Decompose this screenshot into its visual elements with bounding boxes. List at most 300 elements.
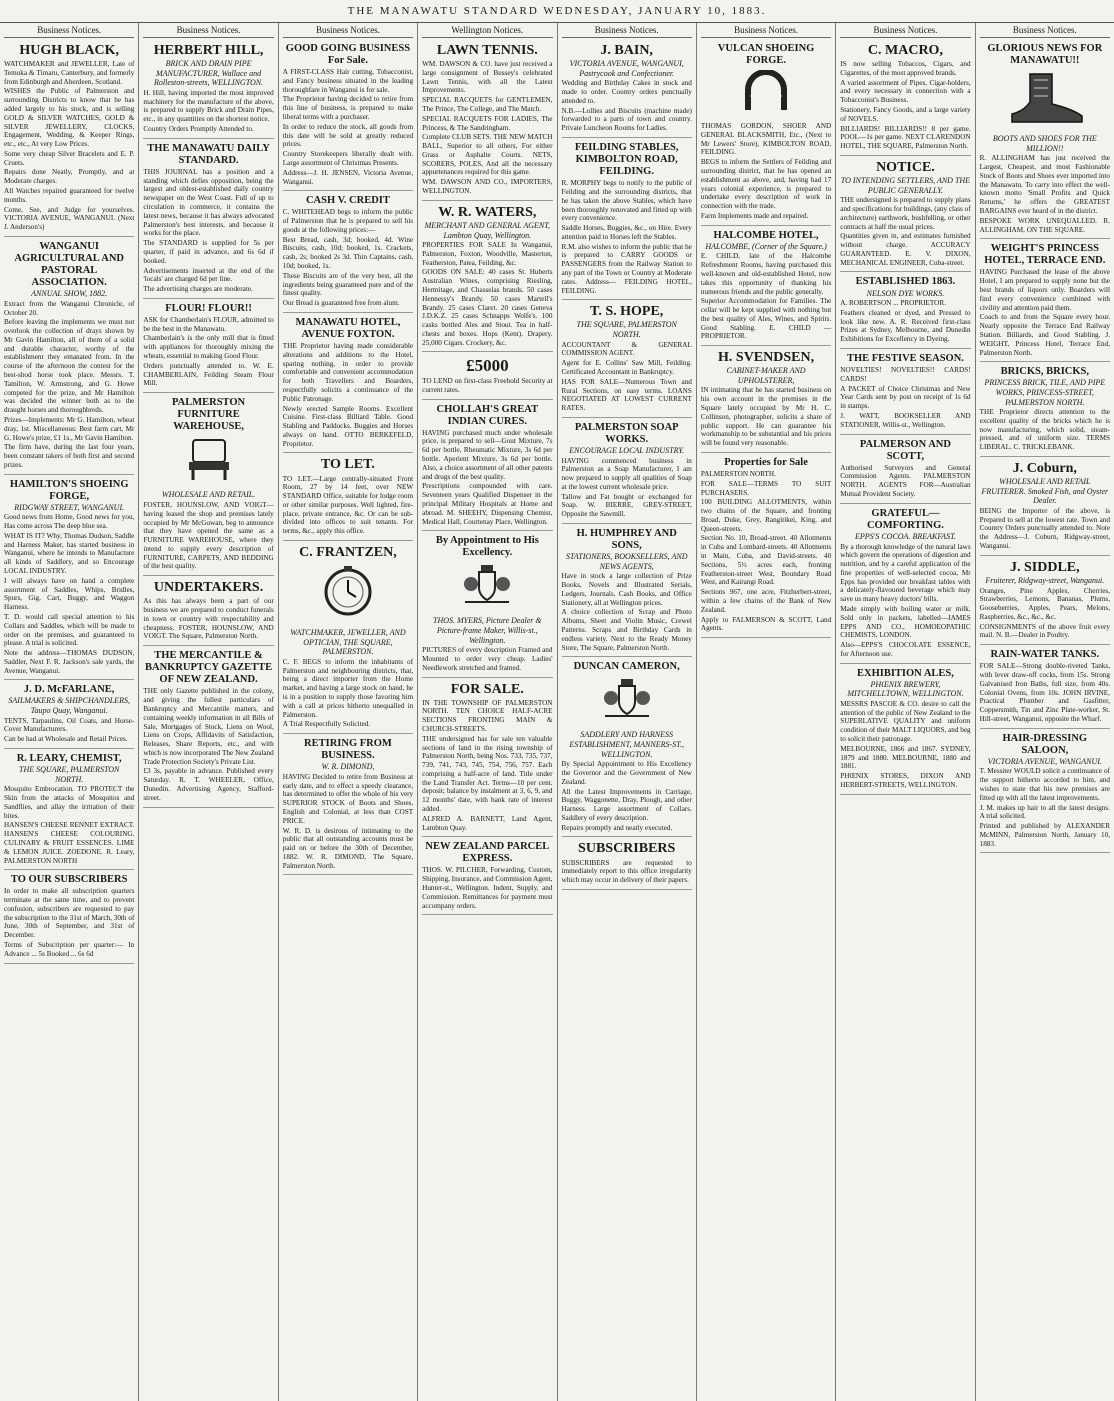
- ad-title: THE FESTIVE SEASON.: [846, 353, 964, 364]
- ad-paragraph: HANSEN'S CHEESE RENNET EXTRACT. HANSEN'S CHEESE COLOURING. CULINARY & FRUIT ESSENCES. LIME & LEMON JUICE. ZOEDONE. R. Leary, PALMERSTON NORTH: [4, 821, 135, 865]
- ad-title: HUGH BLACK,: [19, 43, 119, 58]
- crest-illustration: [422, 562, 552, 613]
- ad-paragraph: TO LET.—Large centrally-situated Front Room, 27 by 14 feet, over NEW STANDARD Office, suitable for lodge room or other similar purposes. Well lighted, fire-place, private entrance, &c. Or can be sub-divided into offices to suit tenants. For terms, &c., apply this office.: [282, 474, 414, 536]
- ad-body: [283, 68, 413, 186]
- ad-body: [701, 470, 831, 633]
- advertisement: [840, 274, 970, 349]
- ad-title: Properties for Sale: [724, 456, 808, 468]
- column-header: Business Notices.: [701, 23, 831, 38]
- ad-body: [422, 241, 552, 347]
- column-header: Business Notices.: [143, 23, 273, 38]
- ad-paragraph: By a thorough knowledge of the natural laws which govern the operations of digestion and nutrition, and by a careful application of the fine properties of well-selected cocoa, Mr Epps has provided our breakfast tables with a delicately-flavoured beverage which may save us many heavy doctors' bills.: [840, 542, 971, 604]
- advertisement: [422, 41, 552, 201]
- ad-paragraph: The firm have, during the last four years, been constant takers of both first and second prizes.: [4, 443, 135, 469]
- ad-body: [422, 866, 552, 910]
- ad-subtitle: ENCOURAGE LOCAL INDUSTRY.: [569, 445, 685, 455]
- ad-body: [143, 687, 273, 802]
- advertisement: [143, 141, 273, 299]
- advertisement: [283, 455, 413, 541]
- advertisement: [840, 666, 970, 795]
- ad-paragraph: T. Messiter WOULD solicit a continuance of the support hitherto accorded to him, and wishes to state that his new premises are fitted up with all the latest improvements.: [979, 767, 1110, 802]
- ad-paragraph: Have in stock a large collection of Prize Books, Novels and Illustrated Serials, Ledgers, Journals, Cash Books, and Office Stationery, all at Wellington prices.: [561, 572, 692, 607]
- ad-paragraph: PICTURES of every description Framed and Mounted to order very cheap. Ladies' Needlework stretched and framed.: [422, 646, 553, 672]
- ad-body: [283, 773, 413, 871]
- ad-title: GOOD GOING BUSINESS For Sale.: [285, 43, 411, 67]
- ad-title: FLOUR! FLOUR!!: [165, 302, 252, 314]
- ad-paragraph: R.M. also wishes to inform the public that he is prepared to CARRY GOODS or PASSENGERS from the Railway Station to any part of the Town or Country at Moderate rates. Address— FEILDING HOTEL, FEILDING.: [561, 242, 692, 295]
- advertisement: [422, 839, 552, 915]
- ad-paragraph: THOS. W. PILCHER, Forwarding, Custom, Shipping, Insurance, and Commission Agent, Hunter-st., Wellington. Indent, Supply, and Commission. Remittances for payment must accompany orders.: [422, 866, 553, 910]
- column-7: [836, 23, 975, 1401]
- advertisement: [143, 41, 273, 139]
- ad-body: [840, 196, 970, 267]
- ad-paragraph: Oranges, Pine Apples, Cherries, Strawberries, Lemons, Bananas, Plums, Gooseberries, Apples, Pears, Melons, Raspberries, &c., &c., &c.: [979, 586, 1110, 621]
- ad-body: [4, 60, 134, 232]
- ad-paragraph: As this has always been a part of our business we are prepared to conduct funerals in town or country with respectability and cheapness. FOSTER, HOUNSLOW, AND VOIGT. The Square, Palmerston North.: [143, 597, 274, 641]
- ad-paragraph: Authorised Surveyors and General Commission Agents. PALMERSTON NORTH. AGENTS FOR—Australian Mutual Provident Society.: [840, 463, 971, 498]
- ad-paragraph: Apply to FALMERSON & SCOTT, Land Agents.: [700, 615, 832, 633]
- advertisement: [4, 41, 134, 237]
- ad-body: [562, 457, 692, 519]
- column-5: [558, 23, 697, 1401]
- ad-paragraph: J. WATT, BOOKSELLER AND STATIONER, Willis-st., Wellington.: [840, 411, 971, 429]
- ad-title: DUNCAN CAMERON,: [573, 661, 680, 673]
- ad-title: C. FRANTZEN,: [299, 545, 397, 560]
- ad-title: PALMERSTON SOAP WORKS.: [574, 421, 679, 445]
- advertisement: [840, 351, 970, 435]
- ad-paragraph: Country Orders Promptly Attended to.: [143, 125, 254, 133]
- advertisement: [701, 455, 831, 638]
- ad-body: [562, 760, 692, 832]
- ad-paragraph: Made simply with boiling water or milk. Sold only in packets, labelled—JAMES EPPS AND CO., HOMOEOPATHIC CHEMISTS, LONDON.: [840, 604, 971, 640]
- ad-subtitle: TO INTENDING SETTLERS, AND THE PUBLIC GENERALLY.: [840, 176, 971, 195]
- ad-subtitle: MERCHANT AND GENERAL AGENT, Lambton Quay, Wellington.: [424, 220, 551, 240]
- advertisement: [980, 364, 1110, 457]
- ad-title: PALMERSON AND SCOTT,: [859, 438, 951, 462]
- ad-subtitle: THE SQUARE, PALMERSTON NORTH.: [576, 320, 677, 339]
- ad-paragraph: THE Proprietor directs attention to the excellent quality of the bricks which he is now manufacturing, which solid, steam-pressed, and of uniform size. TERMS LIBERAL. C. TRICKLEBANK.: [979, 408, 1110, 452]
- advertisement: [422, 402, 552, 532]
- boot-illustration: [980, 70, 1110, 131]
- ad-paragraph: £3 3s, payable in advance. Published every Saturday. R. T. WHEELER, Office, Dunedin. Advertising Agency, Stafford-street.: [143, 767, 274, 802]
- ad-subtitle: THOS. MYERS, Picture Dealer & Picture-frame Maker, Willis-st., Wellington.: [433, 616, 542, 645]
- ad-paragraph: Mosquito Embrocation. TO PROTECT the Skin from the attacks of Mosquitos and Sandflies, and allay the irritation of their bites.: [4, 785, 135, 820]
- ad-body: [980, 507, 1110, 551]
- ad-paragraph: R. ALLINGHAM has just received the Largest, Cheapest, and most Fashionable Stock of Boots and Shoes ever imported into the Manawatu. To carry into effect the well-known motto 'Small Profits and Quick Returns,' he offers the GREATEST BARGAINS ever heard of in the district.: [979, 154, 1110, 215]
- ad-body: [562, 341, 692, 413]
- furniture-illustration: [143, 436, 273, 487]
- ad-paragraph: BEING the Importer of the above, is Prepared to sell at the lowest rate. Town and Country Orders punctually attended to. Note the Address—J. Coburn, Ridgway-street, Wanganui.: [979, 506, 1110, 551]
- ad-body: [840, 60, 970, 151]
- ad-paragraph: WISHES the Public of Palmerston and surrounding Districts to know that he has added largely to his stock, and is selling GOLD & SILVER WATCHES, GOLD & SILVER JEWELLERY, CLOCKS, Engagement, Wedding, & Keeper Rings, etc., etc., At very Low Prices.: [4, 87, 135, 149]
- ad-subtitle: CABINET-MAKER AND UPHOLSTERER,: [726, 366, 806, 385]
- ad-paragraph: The STANDARD is supplied for 5s per quarter, if paid in advance, and 6s 6d if booked.: [143, 239, 274, 265]
- ad-paragraph: I will always have on hand a complete assortment of Saddles, Whips, Bridles, Spurs, Gig, Cart, Buggy, and Waggon Harness.: [4, 576, 135, 612]
- ad-paragraph: Repairs promptly and neatly executed.: [561, 823, 673, 832]
- ad-title: THE MANAWATU DAILY STANDARD.: [147, 142, 270, 166]
- ad-paragraph: A FIRST-CLASS Hair cutting, Tobacconist, and Fancy business situated in the leading thoroughfare in Wanganui is for sale.: [282, 68, 414, 94]
- ad-title: WEIGHT'S PRINCESS HOTEL, TERRACE END.: [984, 243, 1106, 267]
- ad-title: MANAWATU HOTEL, AVENUE FOXTON.: [295, 316, 401, 340]
- ad-paragraph: FOR SALE—Strong double-riveted Tanks, with lever draw-off cocks, from 15s. Strong Galvanised Iron Baths, full size, from 40s. Colonial Ovens, from 10s. JOHN IRVINE, Practical Plumber and Gasfitter, Coppersmith, Tin and Zinc Plate-worker, St. Hill-street, Wanganui, opposite the Wharf.: [979, 662, 1110, 723]
- ad-paragraph: Some very cheap Silver Bracelets and E. P. Cruets.: [4, 149, 135, 167]
- ad-paragraph: HAS FOR SALE—Numerous Town and Rural Sections, on easy terms. LOANS NEGOTIATED AT LOWEST CURRENT RATES.: [561, 377, 692, 413]
- ad-paragraph: BESPOKE WORK UNEQUALLED. R. ALLINGHAM, ON THE SQUARE.: [979, 216, 1110, 234]
- ad-body: [562, 179, 692, 295]
- ad-body: [143, 316, 273, 388]
- ad-subtitle: BRICK AND DRAIN PIPE MANUFACTURER, Wallace and Rolleston-streets, WELLINGTON.: [154, 59, 264, 88]
- ad-body: [701, 386, 831, 447]
- ad-title: HAMILTON'S SHOEING FORGE,: [9, 478, 129, 502]
- ad-paragraph: CONSIGNMENTS of the above fruit every mail. N. B.—Dealer in Poultry.: [979, 622, 1110, 640]
- advertisement: [980, 41, 1110, 239]
- ad-paragraph: Before leaving the implements we must not overlook the collection of drays shown by Mr Gavin Hamilton, all of them of a solid and durable character, worthy of the establishment they emanated from. In the course of the afternoon the contest for the best-shod horse took place. Messrs. T. Tamilton, W. Armstrong, and G. Howe competed for the prize, and Mr Hamilton was decided the winner both as to the draught horses and thoroughbreds.: [4, 318, 135, 415]
- ad-paragraph: W. R. D. is desirous of intimating to the public that all outstanding accounts must be paid on or before the 30th of December, 1882. W. R. DIMOND, The Square, Palmerston North.: [282, 826, 414, 870]
- advertisement: [562, 140, 692, 300]
- ad-body: [422, 60, 552, 196]
- ad-paragraph: SPECIAL RACQUETS FOR LADIES, The Princess, & The Sandringham.: [422, 114, 553, 132]
- column-header: Business Notices.: [562, 23, 692, 38]
- ad-subtitle: Fruiterer, Ridgway-street, Wanganui.: [985, 575, 1105, 585]
- ad-paragraph: FOR SALE—TERMS TO SUIT PURCHASERS.: [700, 479, 832, 497]
- advertisement: [840, 158, 970, 273]
- ad-subtitle: WATCHMAKER, JEWELLER, AND OPTICIAN, THE SQUARE, PALMERSTON.: [290, 628, 406, 657]
- ad-subtitle: ANNUAL SHOW, 1882.: [31, 289, 108, 299]
- ad-paragraph: The Proprietor having decided to retire from this line of business, is prepared to make liberal terms with a purchaser.: [282, 95, 414, 122]
- ad-paragraph: R. MORPHY begs to notify to the public of Feilding and the surrounding districts, that he has taken the above Stables, which have been thoroughly renovated and fitted up with every convenience.: [561, 179, 692, 223]
- advertisement: [143, 648, 273, 807]
- ad-paragraph: Terms of Subscription per quarter:— In Advance ... 5s Booked ... 6s 6d: [4, 941, 135, 958]
- ad-subtitle: PHŒNIX BREWERY, MITCHELLTOWN, WELLINGTON.: [847, 679, 964, 699]
- ad-paragraph: HAVING purchased much under wholesale price, is prepared to sell—Gout Mixture, 7s 6d per bottle, Rheumatic Mixture, 3s 6d per bottle. Aperient Mixture, 3s 6d per bottle. Also, a choice assortment of all other patents and drugs of the best quality.: [422, 428, 553, 481]
- ad-title: LAWN TENNIS.: [436, 43, 538, 58]
- ad-title: GRATEFUL—COMFORTING.: [866, 507, 944, 531]
- ad-paragraph: HAVING Purchased the lease of the above Hotel, I am prepared to supply none but the best brands of liquors only. Boarders will find every convenience combined with civility and attention paid them.: [979, 268, 1110, 312]
- ad-paragraph: Sections 967, one acre, Fitzherbert-street, within a few chains of the Bank of New Zealand.: [700, 588, 832, 614]
- ad-paragraph: Prescriptions compounded with care. Seventeen years Qualified Dispenser in the principal Military Hospitals at Home and abroad. M. SHEEHY, Dispensing Chemist, Medical Hall, Courtenay Place, Wellington.: [422, 482, 553, 526]
- ad-title: SUBSCRIBERS: [578, 841, 676, 857]
- ad-subtitle: PRINCESS BRICK, TILE, AND PIPE WORKS, PRINCESS-STREET, PALMERSTON NORTH.: [984, 378, 1106, 407]
- column-header: Business Notices.: [283, 23, 413, 38]
- advertisement: [4, 751, 134, 870]
- ad-title: TO OUR SUBSCRIBERS: [10, 874, 128, 886]
- ad-paragraph: HAVING commenced business in Palmerston as a Soap Manufacturer, I am now prepared to supply all qualities of Soap at the lowest current wholesale price.: [561, 456, 692, 491]
- masthead-title: THE MANAWATU STANDARD WEDNESDAY, JANUARY 10, 1883.: [347, 5, 767, 17]
- ad-body: [980, 154, 1110, 234]
- ad-body: [283, 342, 413, 448]
- ad-body: [143, 597, 273, 641]
- advertisement: [980, 647, 1110, 729]
- advertisement: [562, 302, 692, 418]
- advertisement: [4, 477, 134, 681]
- ad-body: [422, 646, 552, 672]
- ad-paragraph: H. Hill, having imported the most improved machinery for the manufacture of the above, is prepared to supply Brick and Drain Pipes, etc., in any quantities on the shortest notice.: [143, 88, 274, 124]
- ad-paragraph: WHAT IS IT? Why, Thomas Dudson, Saddle and Harness Maker, has started business in Wanganui, where he intends to Manufacture all kinds of Saddlery, and so Encourage LOCAL INDUSTRY.: [4, 531, 135, 576]
- ad-paragraph: GOODS ON SALE: 40 cases St. Huberts Australian Wines, comprising Riesling, Hermitage, and Chasselas brands. 50 cases Hennessy's Brandy. 50 cases Martell's Brandy. 25 cases Claret. 20 cases Geneva J.D.K.Z. 25 cases Schnapps Wolfe's. 100 casks bottled Ales and Stout. Tea in half-chests and boxes. Hops (Kent). Drapery. 25,000 Cigars. Crockery, &c.: [422, 268, 553, 347]
- advertisement: [562, 41, 692, 138]
- ad-title: BRICKS, BRICKS,: [1000, 366, 1090, 378]
- ad-title: CHOLLAH'S GREAT INDIAN CURES.: [436, 403, 539, 427]
- ad-title: By Appointment to His Excellency.: [435, 535, 539, 559]
- ad-paragraph: Can be had at Wholesale and Retail Prices.: [4, 735, 128, 744]
- ad-body: [840, 299, 970, 344]
- ad-title: RAIN-WATER TANKS.: [990, 649, 1100, 661]
- advertisement: [283, 736, 413, 875]
- ad-subtitle: STATIONERS, BOOKSELLERS, AND NEWS AGENTS,: [565, 552, 688, 571]
- ad-subtitle: BOOTS AND SHOES FOR THE MILLION!!: [992, 134, 1097, 153]
- ad-title: J. D. McFARLANE,: [23, 684, 115, 696]
- ad-paragraph: Section No. 10, Broad-street. 40 Allotments in Cuba and Lombard-streets. 40 Allotments in Main, Cuba, and David-streets. 40 Sections, 5½ acres each, fronting Featherston-street West, Boundary Road West, and Kairangi Road.: [700, 534, 832, 587]
- ad-body: [980, 767, 1110, 848]
- ad-paragraph: Country Storekeepers liberally dealt with. Large assortment of Christmas Presents.: [282, 150, 414, 167]
- ad-body: [143, 168, 273, 294]
- ad-paragraph: A varied assortment of Pipes, Cigar-holders, and every necessary in connection with a Tobacconist's Business.: [840, 78, 971, 105]
- ad-subtitle: WHOLESALE AND RETAIL FRUITERER. Smoked Fish, and Oyster Dealer.: [981, 477, 1109, 506]
- clock-illustration: [283, 564, 413, 625]
- column-2: [139, 23, 278, 1401]
- ad-paragraph: A. ROBERTSON ... PROPRIETOR.: [840, 299, 946, 308]
- ad-paragraph: ACCOUNTANT & GENERAL COMMISSION AGENT.: [561, 340, 692, 358]
- advertisement: [283, 193, 413, 313]
- ad-paragraph: THE undersigned is prepared to supply plans and specifications for buildings, (any class of architecture) earthwork, bushfelling, or other contracts at half the usual prices.: [840, 196, 971, 231]
- ad-paragraph: Prizes—Implements: Mr G. Hamilton, wheat dray, 1st. Miscellaneous: Best farm cart, Mr G. Howe's prize, £1 1s., Mr Gavin Hamilton.: [4, 415, 135, 442]
- ad-paragraph: THIS JOURNAL has a position and a standing which defies opposition, being the largest and oldest-established daily country newspaper on the West Coast. Full of up to circulation in commerce, it contains the latest news, because it has always advocated Palmerston's best interests, and because it works for the place.: [143, 167, 274, 238]
- ad-body: [980, 587, 1110, 641]
- ad-paragraph: In order to reduce the stock, all goods from this date will be sold at greatly reduced prices.: [282, 122, 414, 149]
- ad-paragraph: HAVING Decided to retire from Business at early date, and to effect a speedy clearance, has determined to offer the whole of his very SUPERIOR STOCK of Boots and Shoes, English and Colonial, at less than COST PRICE.: [282, 772, 414, 825]
- ad-title: H. SVENDSEN,: [718, 350, 815, 366]
- ad-paragraph: THE undersigned has for sale ten valuable sections of land in the rising township of Palmerston North, being Nos. 733, 735, 737, 739, 741, 743, 745, 754, 756, 757. Each comprising a half-acre of land. Title under the Land Transfer Act. Terms—10 per cent. deposit; balance by instalment at 3, 6, 9, and 12 months' date, with bank rate of interest added.: [422, 734, 553, 814]
- ad-paragraph: FOSTER, HOUNSLOW, AND VOIGT—having leased the shop and premises lately occupied by Mr McGowan, beg to announce that they have opened the same as a FURNITURE WAREHOUSE, where they intend to supply every description of FURNITURE, CARPETS, AND BEDDING of the best quality.: [143, 500, 274, 571]
- advertisement: [840, 506, 970, 664]
- ad-paragraph: C. WHITEHEAD begs to inform the public of Palmerston that he is prepared to sell his goods at the following prices:—: [282, 208, 414, 234]
- ad-title: UNDERTAKERS.: [153, 580, 264, 596]
- ad-title: J. BAIN,: [600, 43, 653, 58]
- column-4: [418, 23, 557, 1401]
- ad-paragraph: Printed and published by ALEXANDER McMINN, Palmerston North, January 10, 1883.: [979, 822, 1110, 848]
- advertisement: [840, 41, 970, 156]
- ad-body: [283, 475, 413, 536]
- ad-paragraph: Chamberlain's is the only mill that is fitted with appliances for thoroughly mixing the wheats, essential to making Good Flour.: [143, 334, 274, 361]
- advertisement: [701, 41, 831, 226]
- column-header: Business Notices.: [840, 23, 970, 38]
- ad-subtitle: SAILMAKERS & SHIPCHANDLERS, Taupo Quay, Wanganui.: [8, 696, 130, 716]
- crest-illustration: [562, 676, 692, 727]
- ad-paragraph: A choice collection of Scrap and Photo Albums, Sheet and Violin Music, Crewel Patterns. Scraps and Birthday Cards in endless variety. Next to the Ready Money Store, The Square, Palmerston North.: [561, 608, 692, 652]
- ad-paragraph: E. CHILD, late of the Halcombe Refreshment Rooms, having purchased this well-known and old-established Hotel, now takes this opportunity of thanking his numerous friends and the public generally.: [700, 252, 832, 296]
- advertisement: [422, 354, 552, 399]
- advertisement: [143, 578, 273, 646]
- advertisement: [980, 558, 1110, 645]
- horseshoe-illustration: [701, 70, 831, 119]
- advertisement: [562, 420, 692, 524]
- advertisement: [562, 659, 692, 837]
- ad-title: T. S. HOPE,: [590, 304, 664, 320]
- column-header: Wellington Notices.: [422, 23, 552, 38]
- ad-paragraph: BEGS to inform the Settlers of Feilding and surrounding district, that he has opened an establishment as above, and, having had 17 years colonial experience, is prepared to undertake every description of work in connection with the trade.: [700, 158, 832, 211]
- advertisement: [562, 839, 692, 889]
- ad-paragraph: TO LEND on first-class Freehold Security at current rates.: [422, 377, 553, 394]
- ad-title: NEW ZEALAND PARCEL EXPRESS.: [425, 841, 550, 865]
- ad-subtitle: HALCOMBE, (Corner of the Square.): [705, 241, 827, 251]
- ad-title: J. Coburn,: [1012, 461, 1077, 477]
- ad-title: NOTICE.: [876, 159, 935, 175]
- ad-title: HERBERT HILL,: [153, 43, 264, 58]
- ad-title: R. LEARY, CHEMIST,: [16, 753, 122, 764]
- advertisement: [283, 315, 413, 454]
- ad-title: W. R. WATERS,: [438, 204, 537, 220]
- ad-paragraph: BILLIARDS! BILLIARDS!! 8 per game. POOL—1s per game. NEXT CLARENDON HOTEL, THE SQUARE, Palmerston North.: [840, 124, 971, 151]
- ad-body: [980, 662, 1110, 723]
- ad-body: [4, 513, 134, 675]
- ad-body: [143, 89, 273, 134]
- ad-body: [701, 252, 831, 341]
- ad-body: [283, 208, 413, 308]
- ad-subtitle: W. R. DIMOND,: [321, 762, 375, 772]
- ad-paragraph: Tallow and Fat bought or exchanged for Soap. W. BIERRE, GREY-STREET, Opposite the Sawmill.: [561, 492, 692, 519]
- ad-title: GLORIOUS NEWS FOR MANAWATU!!: [987, 43, 1103, 67]
- ad-body: [4, 300, 134, 470]
- ad-subtitle: RIDGWAY STREET, WANGANUI.: [14, 502, 125, 512]
- ad-paragraph: N.B.—Lollies and Biscuits (machine made) forwarded to a parts of town and country. Private Luncheon Rooms for Ladies.: [561, 106, 692, 133]
- advertisement: [980, 459, 1110, 556]
- ad-paragraph: WM. DAWSON & CO. have just received a large consignment of Bussey's celebrated Lawn Tennis, with all the Latest Improvements.: [422, 60, 553, 95]
- ad-title: PALMERSTON FURNITURE WAREHOUSE,: [172, 397, 246, 433]
- advertisement: [422, 203, 552, 353]
- ad-title: C. MACRO,: [867, 43, 943, 58]
- advertisement: [143, 395, 273, 576]
- columns-container: [0, 23, 1114, 1401]
- ad-body: [840, 543, 970, 659]
- ad-paragraph: Good news from Home, Good news for you, Has come across The deep blue sea.: [4, 513, 135, 531]
- ad-body: [4, 717, 134, 744]
- advertisement: [283, 41, 413, 191]
- advertisement: [701, 348, 831, 453]
- ad-paragraph: MESSRS PASCOE & CO. desire to call the attention of the public of New Zealand to the SUPERLATIVE QUALITY and uniform condition of their MALT LIQUORS, and beg to solicit their patronage.: [840, 699, 971, 744]
- ad-body: [562, 572, 692, 652]
- ad-paragraph: 100 BUILDING ALLOTMENTS, within two chains of the Square, and fronting Broad, Duke, Grey, Rangitikei, King, and Queen-streets.: [700, 498, 832, 533]
- ad-paragraph: Complete CLUB SETS. THE NEW MATCH BALL, Superior to all others, For either Grass or Asphalte Courts. NETS, SCORERS, POLES, And all the necessary appurtenances required for this game.: [422, 133, 553, 177]
- ad-paragraph: PHŒNIX STORES, DIXON AND HERBERT-STREETS, WELLINGTON.: [840, 772, 971, 789]
- ad-paragraph: These Biscuits are of the very best, all the ingredients being guaranteed pure and of the finest quality.: [282, 271, 414, 298]
- ad-paragraph: Wedding and Birthday Cakes in stock and made to order. Country orders punctually attended to.: [561, 79, 692, 105]
- ad-title: FOR SALE.: [450, 681, 524, 697]
- ad-paragraph: A Trial Respectfully Solicited.: [282, 720, 371, 729]
- ad-paragraph: By Special Appointment to His Excellency the Governor and the Government of New Zealand.: [561, 760, 692, 786]
- ad-paragraph: T. D. would call special attention to his Collars and Saddles, which will be made to order on the premises, and guaranteed to please. A trial is solicited.: [4, 612, 135, 648]
- ad-paragraph: Come, See, and Judge for yourselves. VICTORIA AVENUE, WANGANUI. (Next J. Anderson's): [4, 205, 135, 232]
- advertisement: [4, 872, 134, 963]
- advertisement: [562, 526, 692, 657]
- column-1: [0, 23, 139, 1401]
- ad-paragraph: All Watches repaired guaranteed for twelve months.: [4, 187, 135, 204]
- ad-title: EXHIBITION ALES,: [857, 667, 954, 679]
- ad-body: [143, 501, 273, 571]
- ad-subtitle: EPPS'S COCOA. BREAKFAST.: [854, 531, 956, 541]
- ad-body: [980, 408, 1110, 452]
- ad-paragraph: THE only Gazette published in the colony, and giving the fullest particulars of Bankruptcy and Mercantile matters, and containing weekly information in all Bills of Sale, Mortgages of Stock, Liens on Wool, Liens on Crops, Affidavits of Satisfaction, Releases, Share Reports, etc., and with which is now incorporated The New Zealand Trade Protection Society's Private List.: [143, 687, 274, 766]
- ad-paragraph: Saddle Horses, Buggies, &c., on Hire. Every attention paid to Horses left the Stables.: [561, 224, 692, 241]
- ad-body: [701, 122, 831, 221]
- ad-title: RETIRING FROM BUSINESS.: [304, 738, 392, 762]
- advertisement: [4, 239, 134, 475]
- ad-paragraph: Superior Accommodation for Families. The cellar will be kept supplied with nothing but the best quality of Ales, Wines, and Spirits. Good Stabling. E. CHILD — PROPRIETOR.: [700, 297, 832, 341]
- advertisement: [980, 731, 1110, 854]
- ad-paragraph: Extract from the Wanganui Chronicle, of October 20.: [4, 299, 135, 317]
- ad-paragraph: MELBOURNE, 1866 and 1867. SYDNEY, 1879 and 1880. MELBOURNE, 1880 and 1881.: [840, 744, 971, 771]
- ad-subtitle: THE SQUARE, PALMERSTON NORTH.: [19, 765, 120, 784]
- ad-paragraph: Best Bread, cash, 3d; booked, 4d. Wine Biscuits, cash, 10d; booked, 1s. Crackets, cash, 2s; booked 2s 3d. Thin Captains, cash, 10d; booked, 1s.: [282, 235, 414, 271]
- ad-body: [422, 429, 552, 527]
- ad-title: FEILDING STABLES, KIMBOLTON ROAD, FEILDING.: [574, 141, 679, 178]
- ad-paragraph: All the Latest Improvements in Carriage, Buggy, Waggonette, Dray, Plough, and other Harness. Large assortment of Collars. Saddlery of every description.: [561, 787, 692, 822]
- advertisement: [980, 241, 1110, 362]
- ad-paragraph: Note the address—THOMAS DUDSON, Saddler, Next F. R. Jackson's sale yards, the Avenue, Wanganui.: [4, 649, 135, 675]
- ad-title: WANGANUI AGRICULTURAL AND PASTORAL ASSOCIATION.: [14, 240, 124, 289]
- ad-paragraph: Repairs done Neatly, Promptly, and at Moderate charges.: [4, 168, 135, 186]
- ad-paragraph: PALMERSTON NORTH.: [700, 470, 776, 478]
- ad-body: [980, 268, 1110, 357]
- ad-paragraph: NOVELTIES! NOVELTIES!! CARDS! CARDS!: [840, 366, 971, 383]
- ad-paragraph: A PACKET of Choice Christmas and New Year Cards sent by post on receipt of 1s 6d in stamps.: [840, 384, 971, 411]
- ad-paragraph: ASK for Chamberlain's FLOUR, admitted to be the best in the Manawatu.: [143, 315, 274, 333]
- ad-paragraph: Address—J. H. JENSEN, Victoria Avenue, Wanganui.: [282, 168, 414, 186]
- column-6: [697, 23, 836, 1401]
- ad-body: [840, 700, 970, 790]
- ad-paragraph: The advertising charges are moderate.: [143, 285, 253, 294]
- ad-paragraph: WM. DAWSON AND CO., IMPORTERS, WELLINGTON.: [422, 178, 553, 196]
- ad-title: H. HUMPHREY AND SONS,: [576, 528, 677, 552]
- ad-paragraph: Our Bread is guaranteed free from alum.: [282, 299, 400, 308]
- ad-title: CASH V. CREDIT: [305, 195, 390, 207]
- ad-paragraph: PROPERTIES FOR SALE In Wanganui, Palmerston, Foxton, Woodville, Masterton, Featherston, Patea, Feilding, &c.: [422, 241, 553, 267]
- advertisement: [701, 228, 831, 346]
- ad-title: TO LET.: [320, 457, 375, 473]
- ad-body: [840, 366, 970, 429]
- ad-paragraph: J. M. makes up hair to all the latest designs. A trial solicited.: [979, 803, 1110, 821]
- ad-paragraph: Agent for E. Collins' Saw Mill, Feilding. Certificated Accountant in Bankruptcy.: [561, 359, 692, 376]
- ad-title: THE MERCANTILE & BANKRUPTCY GAZETTE OF NEW ZEALAND.: [145, 650, 273, 686]
- ad-body: [422, 699, 552, 833]
- advertisement: [840, 437, 970, 504]
- ad-paragraph: THE Proprietor having made considerable alterations and additions to the Hotel, sparing nothing, in order to provide comfortable and convenient accommodation for both Travellers and Boarders, respectfully solicits a continuance of the Public Patronage.: [282, 342, 414, 403]
- ad-paragraph: In order to make all subscription quarters terminate at the same time, and to prevent confusion, subscribers are requested to pay the subscription to the 31st of March, 30th of June, 30th of September, and 31st of December.: [4, 887, 135, 940]
- ad-paragraph: Orders punctually attended to. W. E. CHAMBERLAIN, Feilding Steam Flour Mill.: [143, 361, 274, 388]
- ad-paragraph: THOMAS GORDON, SHOER AND GENERAL BLACKSMITH, Etc., (Next to Mr Lewers' Store), KIMBOLTON ROAD, FEILDING.: [700, 122, 832, 157]
- ad-paragraph: Farm Implements made and repaired.: [700, 211, 809, 220]
- ad-paragraph: WATCHMAKER and JEWELLER, Late of Temuka & Timaru, Canterbury, and formerly from Edinburgh and Aberdeen, Scotland.: [4, 60, 135, 86]
- ad-body: [562, 859, 692, 885]
- column-8: [976, 23, 1114, 1401]
- ad-title: VULCAN SHOEING FORGE.: [717, 43, 815, 67]
- ad-body: [4, 887, 134, 958]
- ad-paragraph: Advertisements inserted at the end of the 'locals' are charged 6d per line.: [143, 266, 274, 284]
- ad-paragraph: SPECIAL RACQUETS for GENTLEMEN, The Prince, The College, and The Match.: [422, 96, 553, 113]
- ad-paragraph: ALFRED A. BARNETT, Land Agent, Lambton Quay.: [422, 814, 553, 832]
- ad-subtitle: VICTORIA AVENUE, WANGANUI, Pastrycook and Confectioner.: [569, 59, 684, 78]
- masthead: [0, 0, 1114, 23]
- ad-subtitle: VICTORIA AVENUE, WANGANUI.: [987, 756, 1102, 766]
- ad-title: J. SIDDLE,: [1009, 559, 1080, 575]
- ad-body: [4, 785, 134, 865]
- ad-title: £5000: [466, 356, 509, 376]
- ad-paragraph: TENTS, Tarpaulins, Oil Coats, and Horse-Cover Manufacturers.: [4, 716, 135, 734]
- ad-body: [562, 79, 692, 133]
- ad-title: HALCOMBE HOTEL,: [713, 229, 819, 241]
- ad-title: ESTABLISHED 1863.: [855, 276, 956, 288]
- ad-paragraph: Coach to and from the Square every hour. Nearly opposite the Terrace End Railway Station. Billiards, and Good Stabling. J. WEIGHT, Princess Hotel, Terrace End, Palmerston North.: [979, 313, 1110, 357]
- ad-paragraph: SUBSCRIBERS are requested to immediately report to this office irregularity which may occur in delivery of their papers.: [561, 858, 692, 885]
